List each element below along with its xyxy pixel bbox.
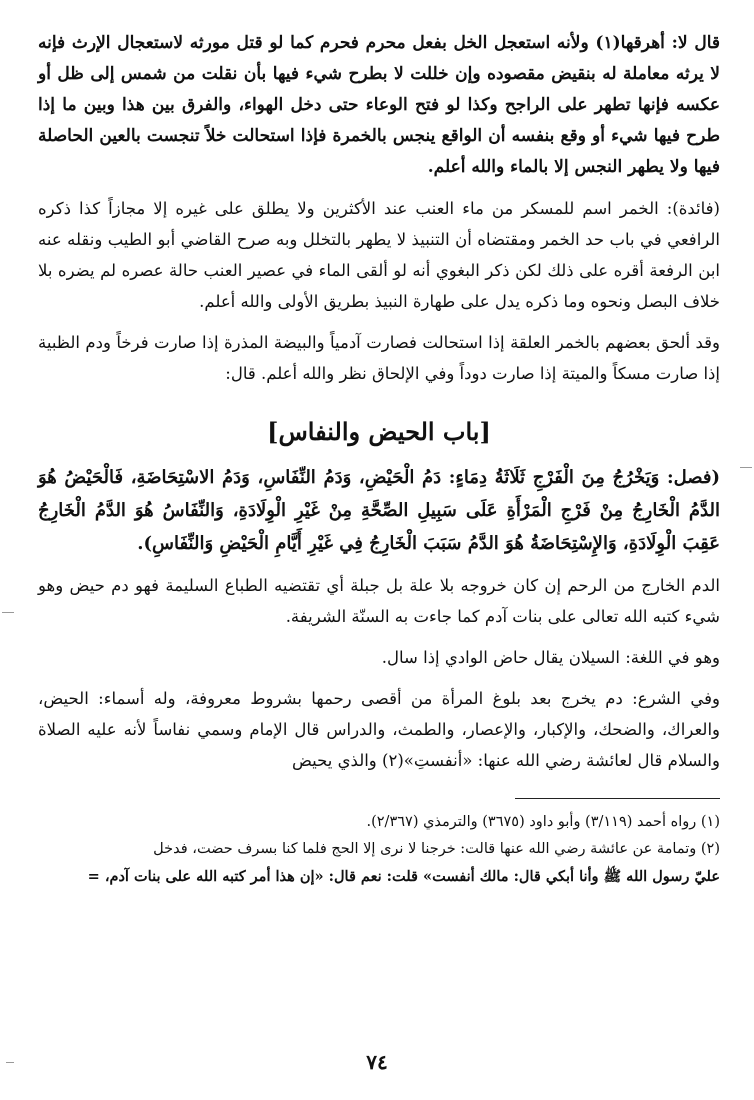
spacer	[38, 560, 720, 570]
book-page	[38, 28, 720, 1078]
chapter-title: [باب الحيض والنفاس]	[267, 417, 491, 446]
sharh-paragraph-3: وفي الشرع: دم يخرج بعد بلوغ المرأة من أقصى رحمها بشروط معروفة، وله أسماء: الحيض، والعراك، والضحك، والإكبار، والإعصار، والطمث، والدراس قال الإمام وسمي نفاساً لأنه عليه الصلاة والسلام قال لعائشة رضي الله عنها: «أنفستِ»(٢) والذي يحيض	[38, 689, 720, 770]
spacer	[38, 183, 720, 193]
scan-edge-mark	[2, 612, 14, 613]
page-number: ٧٤	[366, 1050, 388, 1074]
spacer	[38, 673, 720, 683]
spacer	[38, 632, 720, 642]
scan-edge-mark	[740, 467, 752, 468]
sharh-paragraph-2: وهو في اللغة: السيلان يقال حاض الوادي إذا سال.	[381, 648, 720, 667]
scan-edge-mark	[6, 1062, 14, 1063]
spacer	[38, 317, 720, 327]
intro-paragraph: قال لا: أهرقها(١) ولأنه استعجل الخل بفعل محرم فحرم كما لو قتل مورثه لاستعجال الإرث فإنه لا يرثه معاملة له بنقيض مقصوده وإن خللت لا بطرح شيء فيها بأن نقلت من شمس إلى ظل أو عكسه فإنها تطهر على الراجح وكذا لو فتح الوعاء حتى دخل الهواء، والفرق بين هذا وبين ما إذا طرح فيها شيء أو وقع بنفسه أن الواقع ينجس بالخمرة فإذا استحالت خلاً تنجست بالعين الحاصلة فيها ولا يطهر النجس إلا بالماء والله أعلم.	[38, 33, 720, 177]
sharh-paragraph-1: الدم الخارج من الرحم إن كان خروجه بلا علة بل جبلة أي تقتضيه الطباع السليمة فهو دم حيض وهو شيء كتبه الله تعالى على بنات آدم كما جاءت به السنّة الشريفة.	[38, 576, 720, 626]
footnote-2-line-1: (٢) وتمامة عن عائشة رضي الله عنها قالت: خرجنا لا نرى إلا الحج فلما كنا بسرف حضت، فدخل	[153, 841, 720, 857]
footnote-1: (١) رواه أحمد (٣/١١٩) وأبو داود (٣٦٧٥) والترمذي (٢/٣٦٧).	[366, 814, 720, 830]
footnote-separator	[515, 798, 720, 799]
ilhaq-paragraph: وقد ألحق بعضهم بالخمر العلقة إذا استحالت فصارت آدمياً والبيضة المذرة إذا صارت فرخاً ودم الظبية إذا صارت مسكاً والميتة إذا صارت دوداً وفي الإلحاق نظر والله أعلم. قال:	[38, 333, 720, 383]
matn-paragraph: (فصل: وَيَخْرُجُ مِنَ الْفَرْجِ ثَلَاثَةُ دِمَاءٍ: دَمُ الْحَيْضِ، وَدَمُ النِّفَاسِ، وَدَمُ الاسْتِحَاضَةِ، فَالْحَيْضُ هُوَ الدَّمُ الْخَارِجُ مِنْ فَرْجِ الْمَرْأَةِ عَلَى سَبِيلِ الصِّحَّةِ مِنْ غَيْرِ الْوِلَادَةِ، وَالنِّفَاسُ هُوَ الدَّمُ الْخَارِجُ عَقِبَ الْوِلَادَةِ، وَالإِسْتِحَاضَةُ هُوَ الدَّمُ سَبَبَ الْخَارِجُ فِي غَيْرِ أَيَّامِ الْحَيْضِ وَالنِّفَاسِ).	[38, 467, 720, 554]
footnote-2-line-2: عليّ رسول الله ﷺ وأنا أبكي قال: مالك أنفست» قلت: نعم قال: «إن هذا أمر كتبه الله على بنات آدم، =	[87, 868, 720, 885]
faida-paragraph: (فائدة): الخمر اسم للمسكر من ماء العنب عند الأكثرين ولا يطلق على غيره إلا مجازاً كذا ذكره الرافعي في باب حد الخمر ومقتضاه أن التنبيذ لا يطهر بالتخلل وبه صرح القاضي أبو الطيب ونقله عنه ابن الرفعة أقره على ذلك لكن ذكر البغوي أنه لو ألقى الماء في عصير العنب حالة عصره لم يضره بلا خلاف البصل ونحوه وما ذكره يدل على طهارة النبيذ بطريق الأولى والله أعلم.	[38, 199, 720, 311]
